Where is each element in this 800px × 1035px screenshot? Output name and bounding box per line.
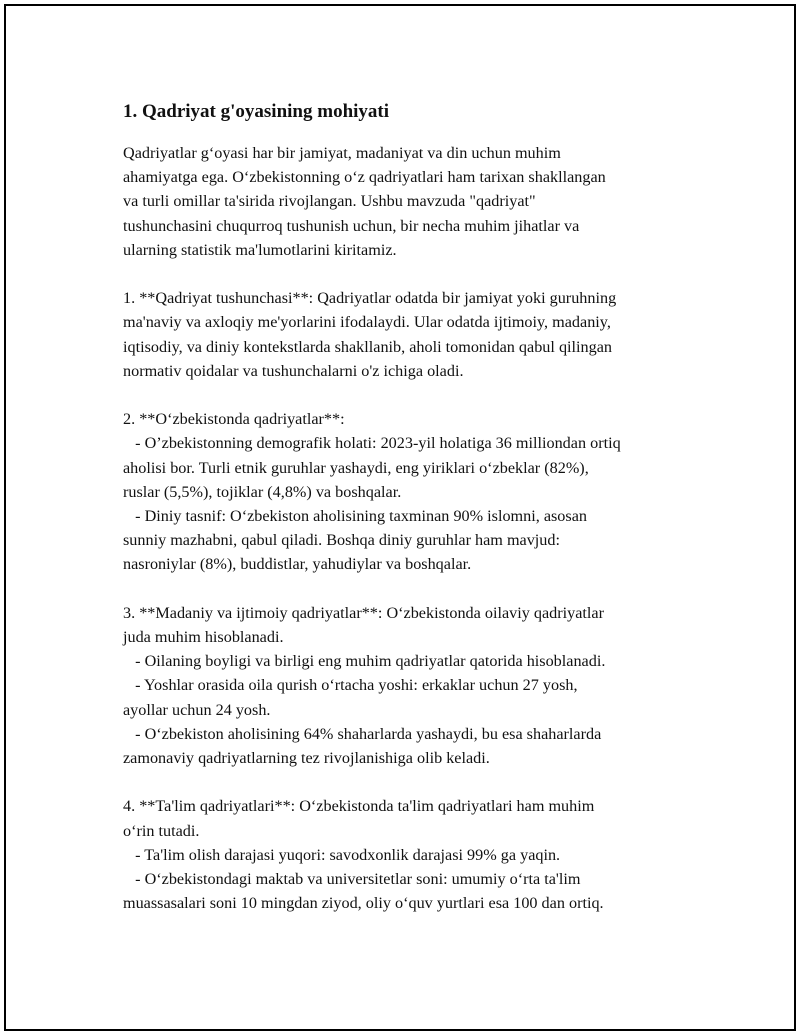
text-line: o‘rin tutadi.	[123, 821, 200, 840]
section-ozbekistonda-qadriyatlar	[123, 407, 703, 576]
text-line: iqtisodiy, va diniy kontekstlarda shakllanib, aholi tomonidan qabul qilingan	[123, 337, 612, 356]
text-line: ma'naviy va axloqiy me'yorlarini ifodalaydi. Ular odatda ijtimoiy, madaniy,	[123, 313, 611, 332]
text-line: aholisi bor. Turli etnik guruhlar yashaydi, eng yiriklari o‘zbeklar (82%),	[123, 458, 589, 477]
text-line: - O‘zbekiston aholisining 64% shaharlarda yashaydi, bu esa shaharlarda	[123, 724, 602, 743]
document-body	[123, 99, 703, 940]
text-line: juda muhim hisoblanadi.	[123, 628, 284, 647]
text-line: - Yoshlar orasida oila qurish o‘rtacha yoshi: erkaklar uchun 27 yosh,	[123, 676, 578, 695]
text-line: - Diniy tasnif: O‘zbekiston aholisining taxminan 90% islomni, asosan	[123, 507, 587, 526]
text-line: va turli omillar ta'sirida rivojlangan. Ushbu mavzuda "qadriyat"	[123, 192, 536, 211]
text-line: ularning statistik ma'lumotlarini kiritamiz.	[123, 240, 397, 259]
section-qadriyat-tushunchasi	[123, 286, 703, 383]
text-line: - O‘zbekistondagi maktab va universitetlar soni: umumiy o‘rta ta'lim	[123, 870, 581, 889]
text-line: normativ qoidalar va tushunchalarni o'z ichiga oladi.	[123, 361, 464, 380]
text-line: - O’zbekistonning demografik holati: 2023-yil holatiga 36 milliondan ortiq	[123, 434, 621, 453]
page-frame	[4, 4, 796, 1031]
text-line: ruslar (5,5%), tojiklar (4,8%) va boshqalar.	[123, 482, 402, 501]
text-line: Qadriyatlar g‘oyasi har bir jamiyat, madaniyat va din uchun muhim	[123, 144, 561, 162]
text-line: ayollar uchun 24 yosh.	[123, 700, 271, 719]
document-title: 1. Qadriyat g'oyasining mohiyati	[123, 101, 390, 122]
section-madaniy-ijtimoiy	[123, 601, 703, 770]
text-line: 3. **Madaniy va ijtimoiy qadriyatlar**: O‘zbekistonda oilaviy qadriyatlar	[123, 603, 605, 622]
text-line: zamonaviy qadriyatlarning tez rivojlanishiga olib keladi.	[123, 749, 490, 768]
intro-paragraph	[123, 141, 703, 262]
text-line: nasroniylar (8%), buddistlar, yahudiylar va boshqalar.	[123, 555, 472, 574]
text-line: - Oilaning boyligi va birligi eng muhim qadriyatlar qatorida hisoblanadi.	[123, 652, 606, 671]
text-line: 1. **Qadriyat tushunchasi**: Qadriyatlar odatda bir jamiyat yoki guruhning	[123, 289, 617, 308]
text-line: sunniy mazhabni, qabul qiladi. Boshqa diniy guruhlar ham mavjud:	[123, 531, 560, 550]
section-talim-qadriyatlari	[123, 794, 703, 915]
text-line: tushunchasini chuqurroq tushunish uchun, bir necha muhim jihatlar va	[123, 216, 580, 235]
text-line: ahamiyatga ega. O‘zbekistonning o‘z qadriyatlari ham tarixan shakllangan	[123, 168, 606, 187]
text-line: 4. **Ta'lim qadriyatlari**: O‘zbekistonda ta'lim qadriyatlari ham muhim	[123, 797, 595, 816]
text-line: 2. **O‘zbekistonda qadriyatlar**:	[123, 410, 345, 429]
text-line: muassasalari soni 10 mingdan ziyod, oliy o‘quv yurtlari esa 100 dan ortiq.	[123, 894, 604, 913]
text-line: - Ta'lim olish darajasi yuqori: savodxonlik darajasi 99% ga yaqin.	[123, 845, 561, 864]
